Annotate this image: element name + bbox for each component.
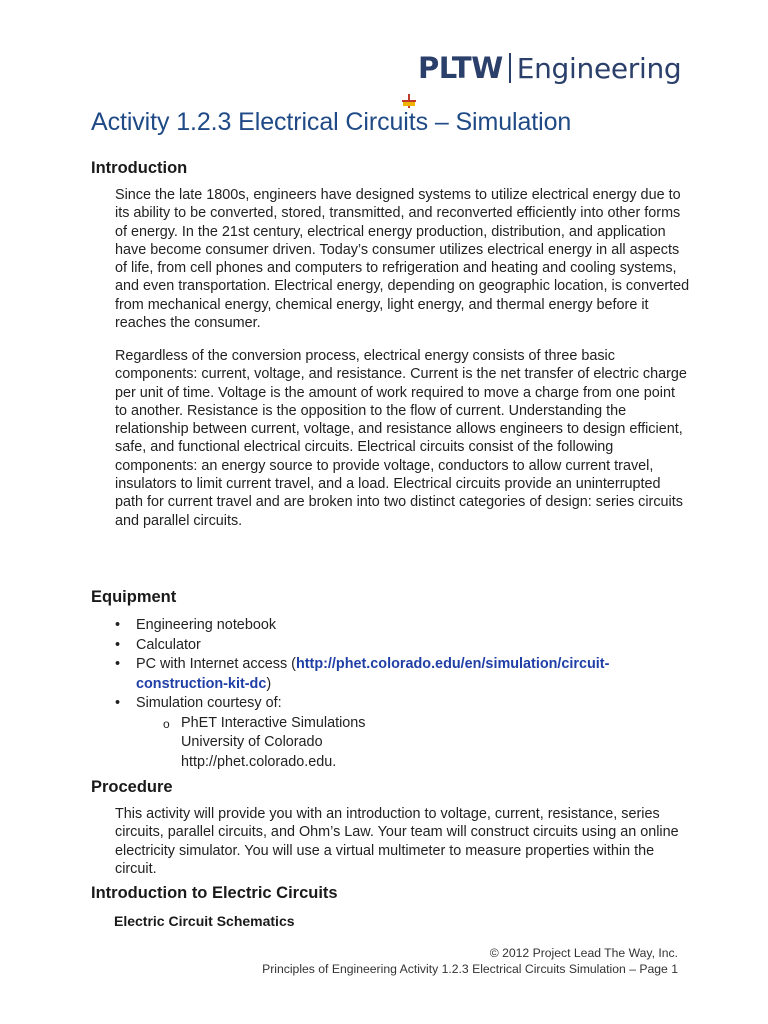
procedure-heading: Procedure <box>91 778 173 796</box>
footer-copyright: © 2012 Project Lead The Way, Inc. <box>489 946 678 960</box>
section-heading: Introduction to Electric Circuits <box>91 884 338 902</box>
procedure-paragraph: This activity will provide you with an introduction to voltage, current, resistance, series circuits, parallel circuits, and Ohm’s Law. Your team will construct circuits using an online electricity simulator. You will use a virtual multimeter to measure properties within the circuit. <box>115 806 679 877</box>
equipment-item-pc-prefix: PC with Internet access ( <box>136 656 296 672</box>
equipment-list <box>91 616 671 772</box>
list-item <box>91 636 671 656</box>
bullet-icon: • <box>115 636 121 653</box>
equipment-heading: Equipment <box>91 588 177 606</box>
introduction-heading: Introduction <box>91 159 188 177</box>
logo-pltw-text: PLTW <box>418 51 503 85</box>
equipment-item-courtesy: Simulation courtesy of: <box>136 695 282 711</box>
courtesy-line-university: University of Colorado <box>181 734 323 750</box>
list-item <box>91 655 671 694</box>
bullet-icon: • <box>115 656 121 672</box>
phet-simulation-link[interactable]: http://phet.colorado.edu/en/simulation/circuit-construction-kit-dc <box>136 656 610 692</box>
courtesy-line-url: http://phet.colorado.edu. <box>181 753 337 770</box>
courtesy-line-phet: PhET Interactive Simulations <box>181 714 366 731</box>
logo-engineering-text: Engineering <box>516 51 682 85</box>
equipment-item-calculator: Calculator <box>136 636 201 653</box>
list-item <box>91 694 671 772</box>
bullet-icon: • <box>115 617 121 633</box>
equipment-item-notebook: Engineering notebook <box>136 617 277 633</box>
footer-page-line: Principles of Engineering Activity 1.2.3 Electrical Circuits Simulation – Page 1 <box>262 961 678 976</box>
equipment-item-pc-suffix: ) <box>266 675 272 692</box>
anchor-marker-icon <box>402 94 416 108</box>
pltw-engineering-logo <box>418 48 681 88</box>
list-item <box>91 616 671 636</box>
sub-bullet-icon: o <box>163 716 170 731</box>
introduction-paragraph-1: Since the late 1800s, engineers have designed systems to utilize electrical energy due to its ability to be converted, stored, transmitted, and reconverted efficiently into other forms of energy. In the 21st century, electrical energy production, distribution, and application have become consumer driven. Today’s consumer utilizes electrical energy in all aspects of life, from cell phones and computers to refrigeration and heating and cooling systems, and even transportation. Electrical energy, depending on geographic location, is converted from mechanical energy, chemical energy, light energy, and thermal energy before it reaches the consumer. <box>115 187 690 332</box>
introduction-paragraph-2: Regardless of the conversion process, electrical energy consists of three basic components: current, voltage, and resistance. Current is the net transfer of electric charge per unit of time. Voltage is the amount of work required to move a charge from one point to another. Resistance is the opposition to the flow of current. Understanding the relationship between current, voltage, and resistance allows engineers to design efficient, safe, and functional electrical circuits. Electrical circuits consist of the following components: an energy source to provide voltage, conductors to allow current travel, insulators to limit current travel, and a load. Electrical circuits provide an uninterrupted path for current travel and are broken into two distinct categories of design: series circuits and parallel circuits. <box>115 348 687 529</box>
page-title: Activity 1.2.3 Electrical Circuits – Simulation <box>91 108 572 136</box>
bullet-icon: • <box>115 695 121 711</box>
courtesy-sublist <box>136 714 671 773</box>
section-subheading: Electric Circuit Schematics <box>114 913 295 929</box>
page-footer <box>262 946 678 977</box>
logo-separator <box>509 53 511 83</box>
